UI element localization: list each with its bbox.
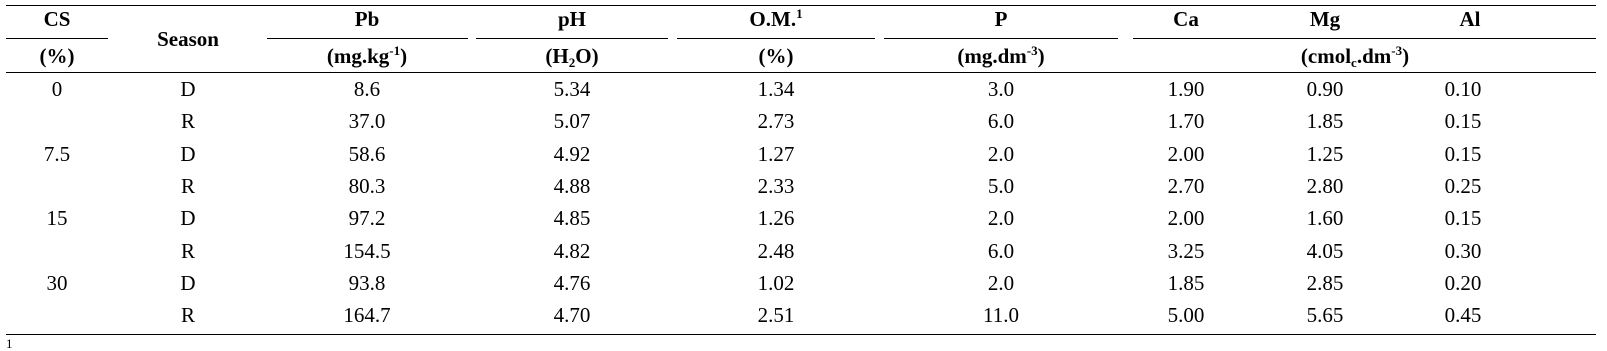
header-om-label: O.M. — [749, 7, 797, 31]
cell-al: 0.30 — [1444, 238, 1482, 263]
cell-om: 1.26 — [757, 206, 795, 231]
p-underline — [884, 38, 1118, 39]
header-bottom-rule — [6, 72, 1596, 73]
cell-cs: 15 — [46, 206, 68, 231]
ph-unit-sub: 2 — [568, 55, 576, 70]
header-ph-unit — [545, 44, 598, 68]
cell-al: 0.15 — [1444, 206, 1482, 231]
header-ph: pH — [557, 7, 587, 31]
cell-ph: 4.70 — [553, 303, 591, 328]
cell-ph: 4.88 — [553, 173, 591, 198]
cell-pb: 97.2 — [348, 206, 386, 231]
header-ca: Ca — [1173, 7, 1199, 31]
cell-season: D — [180, 270, 196, 295]
pb-underline — [267, 38, 468, 39]
cell-al: 0.15 — [1444, 141, 1482, 166]
cell-pb: 58.6 — [348, 141, 386, 166]
header-mg: Mg — [1309, 7, 1341, 31]
cell-om: 2.51 — [757, 303, 795, 328]
cell-p: 2.0 — [987, 270, 1015, 295]
cell-season: D — [180, 77, 196, 101]
cell-p: 11.0 — [983, 303, 1019, 328]
cell-mg: 1.25 — [1306, 141, 1344, 166]
cell-om: 2.33 — [757, 173, 795, 198]
cell-al: 0.10 — [1444, 77, 1482, 101]
cell-p: 6.0 — [987, 109, 1015, 134]
om-underline — [677, 38, 875, 39]
cell-ca: 1.70 — [1167, 109, 1205, 134]
cell-mg: 2.80 — [1306, 173, 1344, 198]
cell-p: 5.0 — [987, 173, 1015, 198]
cell-pb: 37.0 — [348, 109, 386, 134]
cell-mg: 1.85 — [1306, 109, 1344, 134]
cell-ca: 2.70 — [1167, 173, 1205, 198]
header-cs-unit: (%) — [39, 44, 75, 68]
header-pb: Pb — [354, 7, 380, 31]
cell-p: 2.0 — [987, 206, 1015, 231]
header-pb-unit — [327, 44, 407, 68]
cell-al: 0.45 — [1444, 303, 1482, 328]
cell-season: R — [180, 303, 196, 328]
header-om-unit: (%) — [758, 44, 794, 68]
cell-p: 6.0 — [987, 238, 1015, 263]
cell-season: D — [180, 206, 196, 231]
cmol-unit-exp: -3 — [1391, 43, 1403, 58]
pb-unit-text: (mg.kg — [326, 44, 390, 68]
header-al: Al — [1459, 7, 1481, 31]
cmol-unit-sub: c — [1351, 55, 1357, 70]
cell-ph: 4.92 — [553, 141, 591, 166]
header-season: Season — [157, 27, 219, 51]
header-cs: CS — [43, 7, 71, 31]
cell-al: 0.25 — [1444, 173, 1482, 198]
cell-ca: 3.25 — [1167, 238, 1205, 263]
cell-om: 1.27 — [757, 141, 795, 166]
header-om-footnote-mark: 1 — [796, 6, 803, 21]
cell-pb: 8.6 — [353, 77, 381, 101]
cell-om: 2.48 — [757, 238, 795, 263]
cell-mg: 5.65 — [1306, 303, 1344, 328]
footnote-mark: 1 — [6, 336, 13, 351]
p-unit-close: ) — [1037, 44, 1045, 68]
cell-om: 1.34 — [757, 77, 795, 101]
cell-season: D — [180, 141, 196, 166]
cmol-unit-text: (cmol — [1300, 44, 1352, 68]
cell-ph: 4.82 — [553, 238, 591, 263]
cell-p: 2.0 — [987, 141, 1015, 166]
cell-al: 0.15 — [1444, 109, 1482, 134]
cell-pb: 154.5 — [343, 238, 391, 263]
cell-pb: 80.3 — [348, 173, 386, 198]
table-bottom-rule — [6, 334, 1596, 335]
cell-ca: 2.00 — [1167, 206, 1205, 231]
cell-p: 3.0 — [987, 77, 1015, 101]
cmol-unit-dm: .dm — [1356, 44, 1392, 68]
p-unit-exp: -3 — [1026, 43, 1038, 58]
cmol-unit-close: ) — [1402, 44, 1410, 68]
cell-season: R — [180, 109, 196, 134]
cell-cs: 0 — [51, 77, 63, 101]
cell-ca: 5.00 — [1167, 303, 1205, 328]
pb-unit-exp: -1 — [389, 43, 401, 58]
cell-pb: 164.7 — [343, 303, 391, 328]
cell-ph: 4.85 — [553, 206, 591, 231]
cell-ph: 5.07 — [553, 109, 591, 134]
cell-om: 1.02 — [757, 270, 795, 295]
cs-underline — [6, 38, 108, 39]
header-cations-unit — [1301, 44, 1409, 68]
cell-al: 0.20 — [1444, 270, 1482, 295]
ph-unit-close: O) — [575, 44, 599, 68]
cell-pb: 93.8 — [348, 270, 386, 295]
cell-mg: 4.05 — [1306, 238, 1344, 263]
header-om — [749, 7, 802, 31]
cell-season: R — [180, 238, 196, 263]
cell-mg: 2.85 — [1306, 270, 1344, 295]
cell-mg: 1.60 — [1306, 206, 1344, 231]
pb-unit-close: ) — [400, 44, 408, 68]
cell-cs: 30 — [46, 270, 68, 295]
cell-ca: 1.85 — [1167, 270, 1205, 295]
ph-underline — [476, 38, 668, 39]
ph-unit-text: (H — [545, 44, 569, 68]
cell-ca: 1.90 — [1167, 77, 1205, 101]
cell-ph: 4.76 — [553, 270, 591, 295]
header-p-unit — [957, 44, 1044, 68]
cell-season: R — [180, 173, 196, 198]
header-p: P — [994, 7, 1008, 31]
p-unit-text: (mg.dm — [957, 44, 1027, 68]
cations-underline — [1133, 38, 1596, 39]
cell-ca: 2.00 — [1167, 141, 1205, 166]
cell-cs: 7.5 — [43, 141, 71, 166]
cell-om: 2.73 — [757, 109, 795, 134]
cell-ph: 5.34 — [553, 77, 591, 101]
cell-mg: 0.90 — [1306, 77, 1344, 101]
